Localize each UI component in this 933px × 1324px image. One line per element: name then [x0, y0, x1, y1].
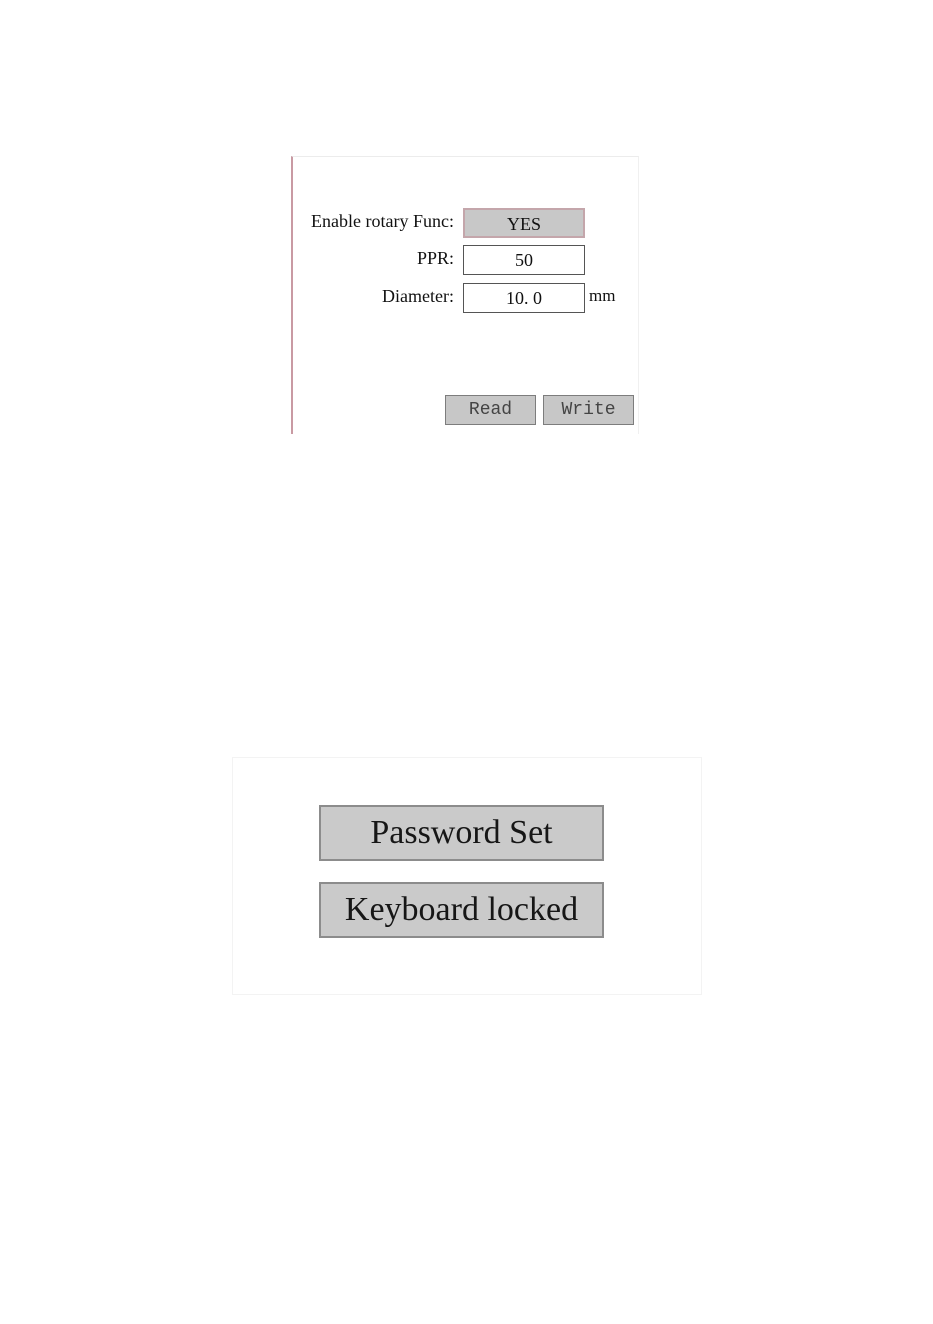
- read-button[interactable]: Read: [445, 395, 536, 425]
- diameter-input[interactable]: 10. 0: [463, 283, 585, 313]
- enable-rotary-label: Enable rotary Func:: [311, 211, 454, 231]
- ppr-label: PPR:: [416, 248, 454, 268]
- ppr-input[interactable]: 50: [463, 245, 585, 275]
- diameter-unit-label: mm: [589, 286, 616, 305]
- security-panel: [232, 757, 702, 995]
- password-set-button[interactable]: Password Set: [319, 805, 604, 861]
- keyboard-locked-button[interactable]: Keyboard locked: [319, 882, 604, 938]
- enable-rotary-toggle[interactable]: YES: [463, 208, 585, 238]
- rotary-settings-panel: [291, 156, 639, 434]
- write-button[interactable]: Write: [543, 395, 634, 425]
- diameter-label: Diameter:: [382, 286, 454, 306]
